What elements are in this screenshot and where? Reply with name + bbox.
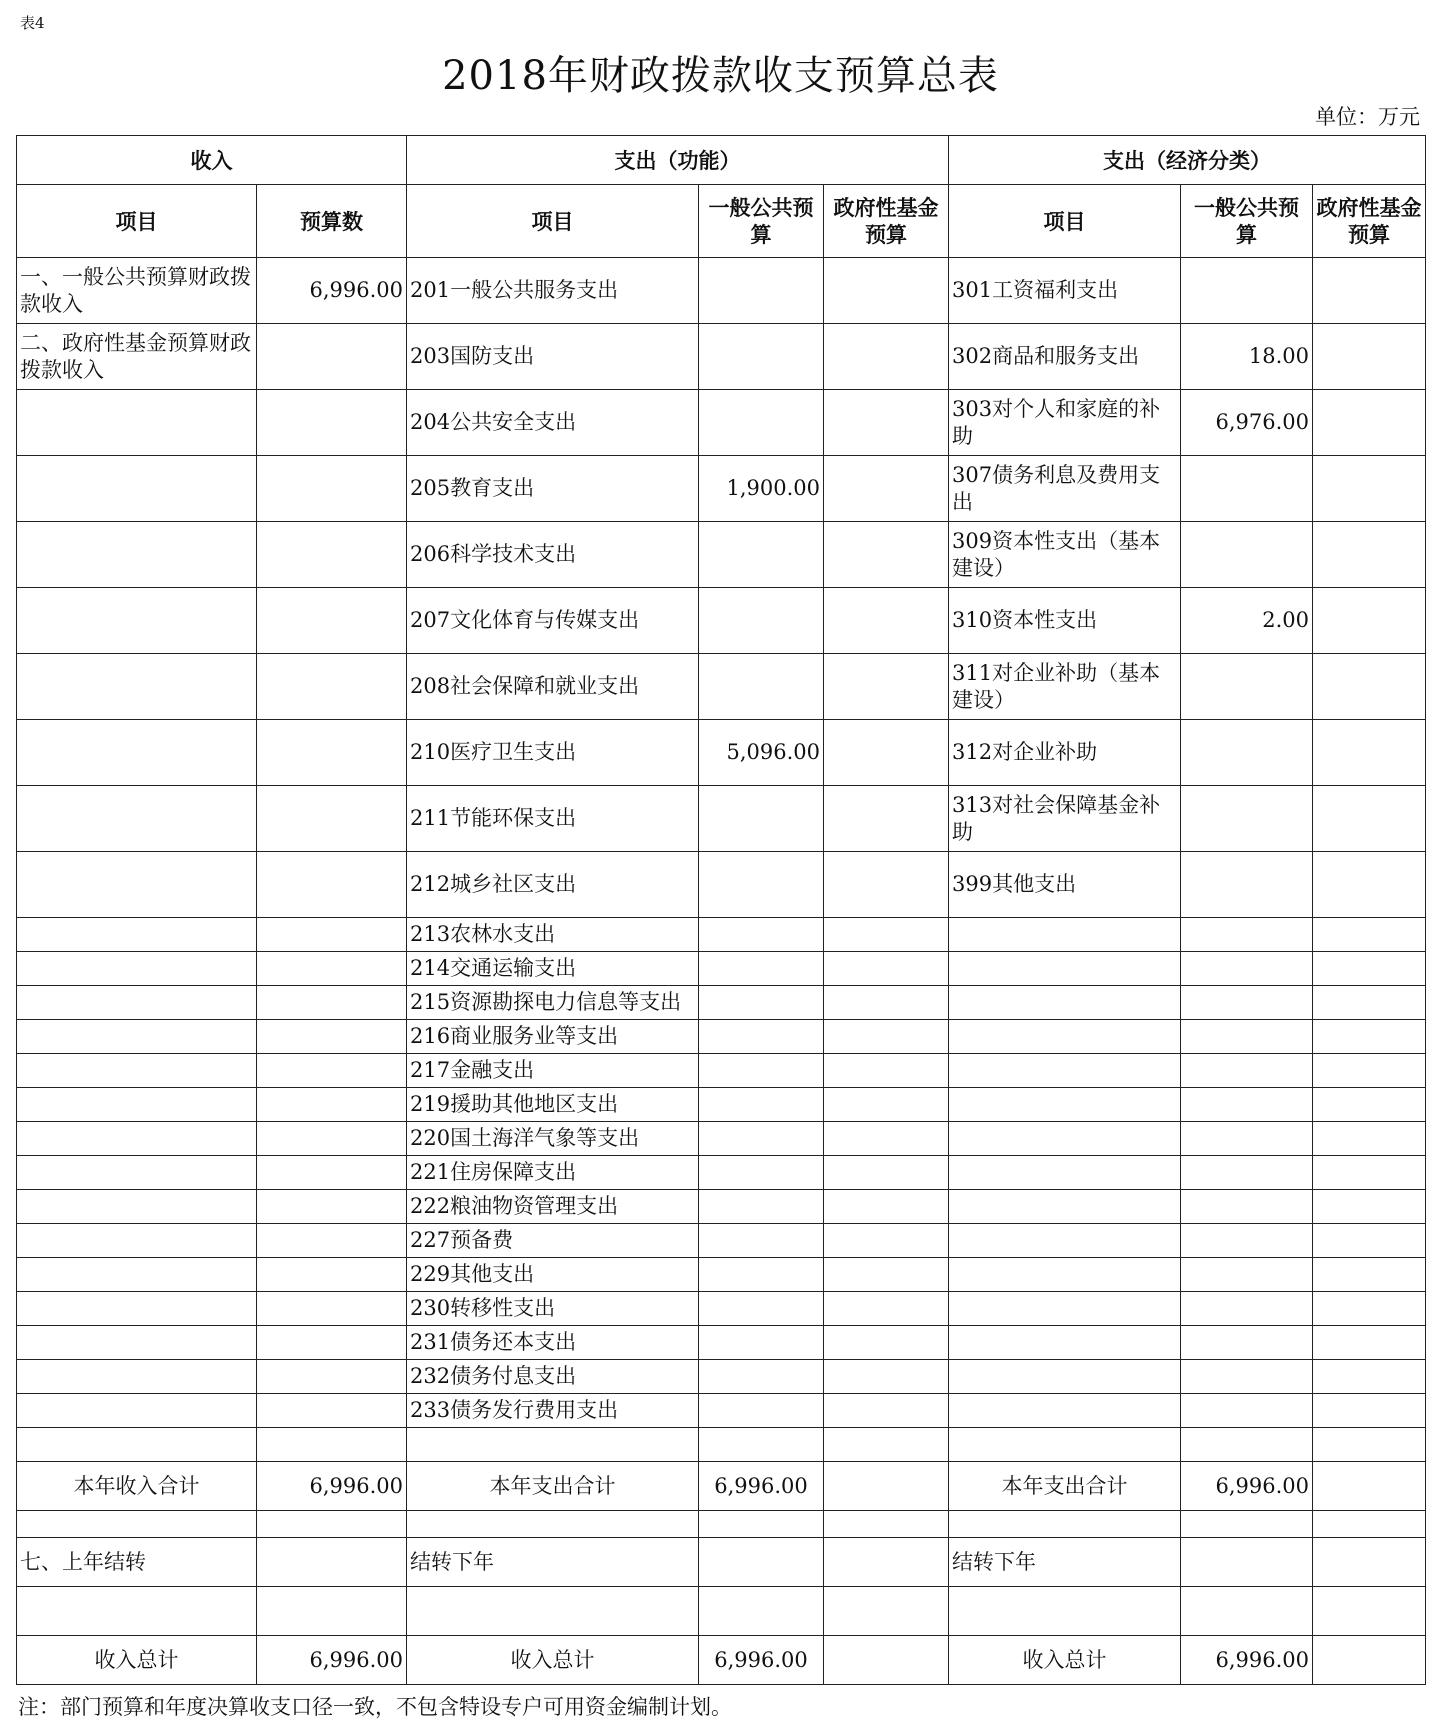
- econ-fund-amount: [1313, 456, 1426, 522]
- econ-general-amount: [1181, 1054, 1313, 1088]
- econ-general-amount: [1181, 1224, 1313, 1258]
- func-fund-amount: [824, 1292, 949, 1326]
- econ-fund-amount: [1313, 1428, 1426, 1462]
- func-general-amount: [699, 1360, 824, 1394]
- func-item: 215资源勘探电力信息等支出: [407, 986, 699, 1020]
- func-item: 211节能环保支出: [407, 786, 699, 852]
- func-general-amount: [699, 1428, 824, 1462]
- func-item: 208社会保障和就业支出: [407, 654, 699, 720]
- func-fund-amount: [824, 390, 949, 456]
- econ-item: 309资本性支出（基本建设）: [949, 522, 1181, 588]
- table-row: [17, 986, 1426, 1020]
- income-item: [17, 918, 257, 952]
- func-item: 233债务发行费用支出: [407, 1394, 699, 1428]
- header-expenditure-economic: 支出（经济分类）: [949, 136, 1426, 185]
- econ-general-amount: [1181, 1292, 1313, 1326]
- income-amount: [257, 1326, 407, 1360]
- income-amount: [257, 522, 407, 588]
- total-row: [17, 1462, 1426, 1511]
- func-fund-amount: [824, 1326, 949, 1360]
- func-item: 216商业服务业等支出: [407, 1020, 699, 1054]
- econ-general-amount: [1181, 522, 1313, 588]
- econ-item: [949, 1088, 1181, 1122]
- table-row: [17, 588, 1426, 654]
- econ-general-amount: 6,976.00: [1181, 390, 1313, 456]
- func-item: 210医疗卫生支出: [407, 720, 699, 786]
- table-row: [17, 456, 1426, 522]
- econ-general-amount: 18.00: [1181, 324, 1313, 390]
- econ-item: 302商品和服务支出: [949, 324, 1181, 390]
- econ-fund-amount: [1313, 1020, 1426, 1054]
- econ-item: 310资本性支出: [949, 588, 1181, 654]
- func-fund-amount: [824, 324, 949, 390]
- table-row: [17, 1122, 1426, 1156]
- income-item: [17, 1054, 257, 1088]
- func-item: 206科学技术支出: [407, 522, 699, 588]
- header-expenditure-function: 支出（功能）: [407, 136, 949, 185]
- func-fund-amount: [824, 654, 949, 720]
- total-func-label: 本年支出合计: [407, 1462, 699, 1511]
- func-item: 222粮油物资管理支出: [407, 1190, 699, 1224]
- income-amount: [257, 1156, 407, 1190]
- econ-general-amount: 2.00: [1181, 588, 1313, 654]
- table-row: [17, 1258, 1426, 1292]
- unit-label: 单位：万元: [1315, 105, 1420, 129]
- income-amount: [257, 786, 407, 852]
- table-row: [17, 1224, 1426, 1258]
- income-item: [17, 1020, 257, 1054]
- income-amount: [257, 952, 407, 986]
- grand-func-general: 6,996.00: [699, 1636, 824, 1685]
- income-item: [17, 786, 257, 852]
- income-amount: [257, 390, 407, 456]
- page-title: 2018年财政拨款收支预算总表: [442, 53, 999, 99]
- table-row: [17, 1326, 1426, 1360]
- footnote: 注：部门预算和年度决算收支口径一致，不包含特设专户可用资金编制计划。: [18, 1695, 732, 1719]
- grand-econ-label: 收入总计: [949, 1636, 1181, 1685]
- func-fund-amount: [824, 1224, 949, 1258]
- econ-fund-amount: [1313, 522, 1426, 588]
- func-general-amount: [699, 952, 824, 986]
- table-row: [17, 1360, 1426, 1394]
- func-fund-amount: [824, 1258, 949, 1292]
- econ-item: 313对社会保障基金补助: [949, 786, 1181, 852]
- income-item: [17, 456, 257, 522]
- income-amount: [257, 1258, 407, 1292]
- econ-item: [949, 1122, 1181, 1156]
- func-fund-amount: [824, 852, 949, 918]
- func-fund-amount: [824, 522, 949, 588]
- table-row: [17, 1020, 1426, 1054]
- econ-general-amount: [1181, 1156, 1313, 1190]
- table-row: [17, 852, 1426, 918]
- income-amount: [257, 324, 407, 390]
- func-fund-amount: [824, 986, 949, 1020]
- income-item: [17, 1122, 257, 1156]
- econ-item: 399其他支出: [949, 852, 1181, 918]
- econ-item: 307债务利息及费用支出: [949, 456, 1181, 522]
- carry-econ-label: 结转下年: [949, 1538, 1181, 1587]
- income-item: [17, 390, 257, 456]
- econ-item: [949, 986, 1181, 1020]
- income-amount: [257, 1360, 407, 1394]
- econ-general-amount: [1181, 1394, 1313, 1428]
- blank-row: [17, 1587, 1426, 1636]
- func-fund-amount: [824, 1428, 949, 1462]
- econ-item: [949, 952, 1181, 986]
- func-item: 204公共安全支出: [407, 390, 699, 456]
- func-general-amount: [699, 852, 824, 918]
- func-item: [407, 1428, 699, 1462]
- header-income: 收入: [17, 136, 407, 185]
- income-item: [17, 654, 257, 720]
- income-amount: [257, 1020, 407, 1054]
- func-general-amount: [699, 986, 824, 1020]
- income-amount: [257, 1088, 407, 1122]
- econ-general-amount: [1181, 1122, 1313, 1156]
- income-amount: [257, 1394, 407, 1428]
- econ-fund-amount: [1313, 1394, 1426, 1428]
- carry-row: [17, 1538, 1426, 1587]
- econ-general-amount: [1181, 1020, 1313, 1054]
- table-row: [17, 1190, 1426, 1224]
- income-item: [17, 588, 257, 654]
- header-econ-general: 一般公共预算: [1181, 185, 1313, 258]
- func-general-amount: 1,900.00: [699, 456, 824, 522]
- blank-row: [17, 1511, 1426, 1538]
- func-fund-amount: [824, 1190, 949, 1224]
- func-fund-amount: [824, 918, 949, 952]
- income-item: [17, 1190, 257, 1224]
- income-amount: [257, 456, 407, 522]
- table-row: [17, 258, 1426, 324]
- header-econ-item: 项目: [949, 185, 1181, 258]
- econ-fund-amount: [1313, 1326, 1426, 1360]
- func-item: 203国防支出: [407, 324, 699, 390]
- func-general-amount: [699, 1088, 824, 1122]
- grand-income-amount: 6,996.00: [257, 1636, 407, 1685]
- table-row: [17, 786, 1426, 852]
- func-item: 205教育支出: [407, 456, 699, 522]
- income-amount: 6,996.00: [257, 258, 407, 324]
- table-row: [17, 720, 1426, 786]
- func-fund-amount: [824, 1088, 949, 1122]
- func-general-amount: [699, 1020, 824, 1054]
- econ-fund-amount: [1313, 786, 1426, 852]
- func-item: 229其他支出: [407, 1258, 699, 1292]
- econ-fund-amount: [1313, 654, 1426, 720]
- func-item: 217金融支出: [407, 1054, 699, 1088]
- econ-item: [949, 918, 1181, 952]
- table-number: 表4: [20, 14, 45, 32]
- func-item: 230转移性支出: [407, 1292, 699, 1326]
- total-income-label: 本年收入合计: [17, 1462, 257, 1511]
- econ-item: 301工资福利支出: [949, 258, 1181, 324]
- func-fund-amount: [824, 952, 949, 986]
- econ-item: [949, 1054, 1181, 1088]
- func-general-amount: [699, 1292, 824, 1326]
- econ-item: [949, 1224, 1181, 1258]
- func-item: 221住房保障支出: [407, 1156, 699, 1190]
- econ-fund-amount: [1313, 258, 1426, 324]
- func-item: 201一般公共服务支出: [407, 258, 699, 324]
- grand-income-label: 收入总计: [17, 1636, 257, 1685]
- func-item: 207文化体育与传媒支出: [407, 588, 699, 654]
- income-amount: [257, 1122, 407, 1156]
- econ-fund-amount: [1313, 1258, 1426, 1292]
- func-fund-amount: [824, 1020, 949, 1054]
- func-item: 232债务付息支出: [407, 1360, 699, 1394]
- econ-fund-amount: [1313, 720, 1426, 786]
- table-row: [17, 324, 1426, 390]
- header-row-columns: [17, 185, 1426, 258]
- total-income-amount: 6,996.00: [257, 1462, 407, 1511]
- econ-general-amount: [1181, 1428, 1313, 1462]
- func-general-amount: [699, 1224, 824, 1258]
- table-row: [17, 522, 1426, 588]
- total-econ-general: 6,996.00: [1181, 1462, 1313, 1511]
- econ-general-amount: [1181, 1326, 1313, 1360]
- econ-general-amount: [1181, 720, 1313, 786]
- func-item: 227预备费: [407, 1224, 699, 1258]
- func-fund-amount: [824, 1394, 949, 1428]
- income-amount: [257, 1292, 407, 1326]
- table-row: [17, 1088, 1426, 1122]
- header-income-item: 项目: [17, 185, 257, 258]
- econ-fund-amount: [1313, 918, 1426, 952]
- func-fund-amount: [824, 720, 949, 786]
- grand-econ-general: 6,996.00: [1181, 1636, 1313, 1685]
- income-item: [17, 1258, 257, 1292]
- econ-fund-amount: [1313, 1054, 1426, 1088]
- income-amount: [257, 852, 407, 918]
- econ-fund-amount: [1313, 952, 1426, 986]
- income-amount: [257, 1428, 407, 1462]
- total-func-fund: [824, 1462, 949, 1511]
- func-fund-amount: [824, 1054, 949, 1088]
- income-amount: [257, 720, 407, 786]
- econ-fund-amount: [1313, 1292, 1426, 1326]
- func-general-amount: [699, 1122, 824, 1156]
- econ-fund-amount: [1313, 1088, 1426, 1122]
- func-item: 219援助其他地区支出: [407, 1088, 699, 1122]
- income-item: [17, 1224, 257, 1258]
- econ-item: [949, 1190, 1181, 1224]
- func-item: 231债务还本支出: [407, 1326, 699, 1360]
- func-item: 214交通运输支出: [407, 952, 699, 986]
- econ-general-amount: [1181, 918, 1313, 952]
- income-item: [17, 1428, 257, 1462]
- table-row: [17, 1156, 1426, 1190]
- econ-item: [949, 1020, 1181, 1054]
- func-general-amount: [699, 654, 824, 720]
- func-general-amount: [699, 258, 824, 324]
- func-fund-amount: [824, 588, 949, 654]
- func-general-amount: 5,096.00: [699, 720, 824, 786]
- econ-item: [949, 1428, 1181, 1462]
- income-item: [17, 522, 257, 588]
- income-amount: [257, 654, 407, 720]
- income-item: [17, 952, 257, 986]
- econ-item: 312对企业补助: [949, 720, 1181, 786]
- income-item: [17, 1156, 257, 1190]
- income-amount: [257, 1054, 407, 1088]
- func-item: 213农林水支出: [407, 918, 699, 952]
- income-amount: [257, 986, 407, 1020]
- header-func-item: 项目: [407, 185, 699, 258]
- func-fund-amount: [824, 1122, 949, 1156]
- func-item: 220国土海洋气象等支出: [407, 1122, 699, 1156]
- income-item: 二、政府性基金预算财政拨款收入: [17, 324, 257, 390]
- econ-fund-amount: [1313, 1190, 1426, 1224]
- total-econ-fund: [1313, 1462, 1426, 1511]
- carry-income-amount: [257, 1538, 407, 1587]
- func-general-amount: [699, 522, 824, 588]
- carry-income-label: 七、上年结转: [17, 1538, 257, 1587]
- income-item: [17, 1088, 257, 1122]
- total-func-general: 6,996.00: [699, 1462, 824, 1511]
- func-fund-amount: [824, 1360, 949, 1394]
- econ-fund-amount: [1313, 986, 1426, 1020]
- table-row: [17, 390, 1426, 456]
- econ-fund-amount: [1313, 390, 1426, 456]
- econ-item: [949, 1326, 1181, 1360]
- econ-general-amount: [1181, 1088, 1313, 1122]
- func-fund-amount: [824, 1156, 949, 1190]
- func-general-amount: [699, 1394, 824, 1428]
- econ-item: [949, 1292, 1181, 1326]
- header-func-general: 一般公共预算: [699, 185, 824, 258]
- table-row: [17, 654, 1426, 720]
- func-general-amount: [699, 786, 824, 852]
- func-general-amount: [699, 324, 824, 390]
- econ-general-amount: [1181, 1190, 1313, 1224]
- func-general-amount: [699, 588, 824, 654]
- econ-general-amount: [1181, 456, 1313, 522]
- econ-item: [949, 1156, 1181, 1190]
- econ-general-amount: [1181, 1258, 1313, 1292]
- header-func-fund: 政府性基金预算: [824, 185, 949, 258]
- income-item: [17, 1292, 257, 1326]
- func-item: 212城乡社区支出: [407, 852, 699, 918]
- carry-func-label: 结转下年: [407, 1538, 699, 1587]
- income-item: [17, 1394, 257, 1428]
- econ-item: 311对企业补助（基本建设）: [949, 654, 1181, 720]
- func-general-amount: [699, 1326, 824, 1360]
- table-row: [17, 1292, 1426, 1326]
- econ-general-amount: [1181, 654, 1313, 720]
- total-econ-label: 本年支出合计: [949, 1462, 1181, 1511]
- func-fund-amount: [824, 456, 949, 522]
- header-econ-fund: 政府性基金预算: [1313, 185, 1426, 258]
- table-row: [17, 1054, 1426, 1088]
- header-income-budget: 预算数: [257, 185, 407, 258]
- income-amount: [257, 918, 407, 952]
- econ-item: [949, 1360, 1181, 1394]
- income-amount: [257, 1224, 407, 1258]
- econ-fund-amount: [1313, 852, 1426, 918]
- econ-general-amount: [1181, 786, 1313, 852]
- func-general-amount: [699, 1054, 824, 1088]
- func-general-amount: [699, 1258, 824, 1292]
- func-general-amount: [699, 918, 824, 952]
- econ-general-amount: [1181, 952, 1313, 986]
- income-item: [17, 1326, 257, 1360]
- income-item: [17, 1360, 257, 1394]
- econ-fund-amount: [1313, 324, 1426, 390]
- func-fund-amount: [824, 258, 949, 324]
- econ-fund-amount: [1313, 588, 1426, 654]
- econ-general-amount: [1181, 1360, 1313, 1394]
- func-general-amount: [699, 390, 824, 456]
- econ-fund-amount: [1313, 1156, 1426, 1190]
- budget-table: [16, 135, 1426, 1685]
- econ-general-amount: [1181, 986, 1313, 1020]
- income-amount: [257, 1190, 407, 1224]
- table-row: [17, 1428, 1426, 1462]
- table-row: [17, 918, 1426, 952]
- econ-item: [949, 1394, 1181, 1428]
- table-row: [17, 1394, 1426, 1428]
- econ-fund-amount: [1313, 1224, 1426, 1258]
- econ-item: [949, 1258, 1181, 1292]
- econ-fund-amount: [1313, 1122, 1426, 1156]
- table-row: [17, 952, 1426, 986]
- econ-item: 303对个人和家庭的补助: [949, 390, 1181, 456]
- income-item: [17, 986, 257, 1020]
- grand-total-row: [17, 1636, 1426, 1685]
- func-general-amount: [699, 1190, 824, 1224]
- income-item: [17, 852, 257, 918]
- income-item: 一、一般公共预算财政拨款收入: [17, 258, 257, 324]
- econ-general-amount: [1181, 852, 1313, 918]
- func-general-amount: [699, 1156, 824, 1190]
- header-row-group: [17, 136, 1426, 185]
- econ-general-amount: [1181, 258, 1313, 324]
- func-fund-amount: [824, 786, 949, 852]
- econ-fund-amount: [1313, 1360, 1426, 1394]
- income-amount: [257, 588, 407, 654]
- grand-func-label: 收入总计: [407, 1636, 699, 1685]
- income-item: [17, 720, 257, 786]
